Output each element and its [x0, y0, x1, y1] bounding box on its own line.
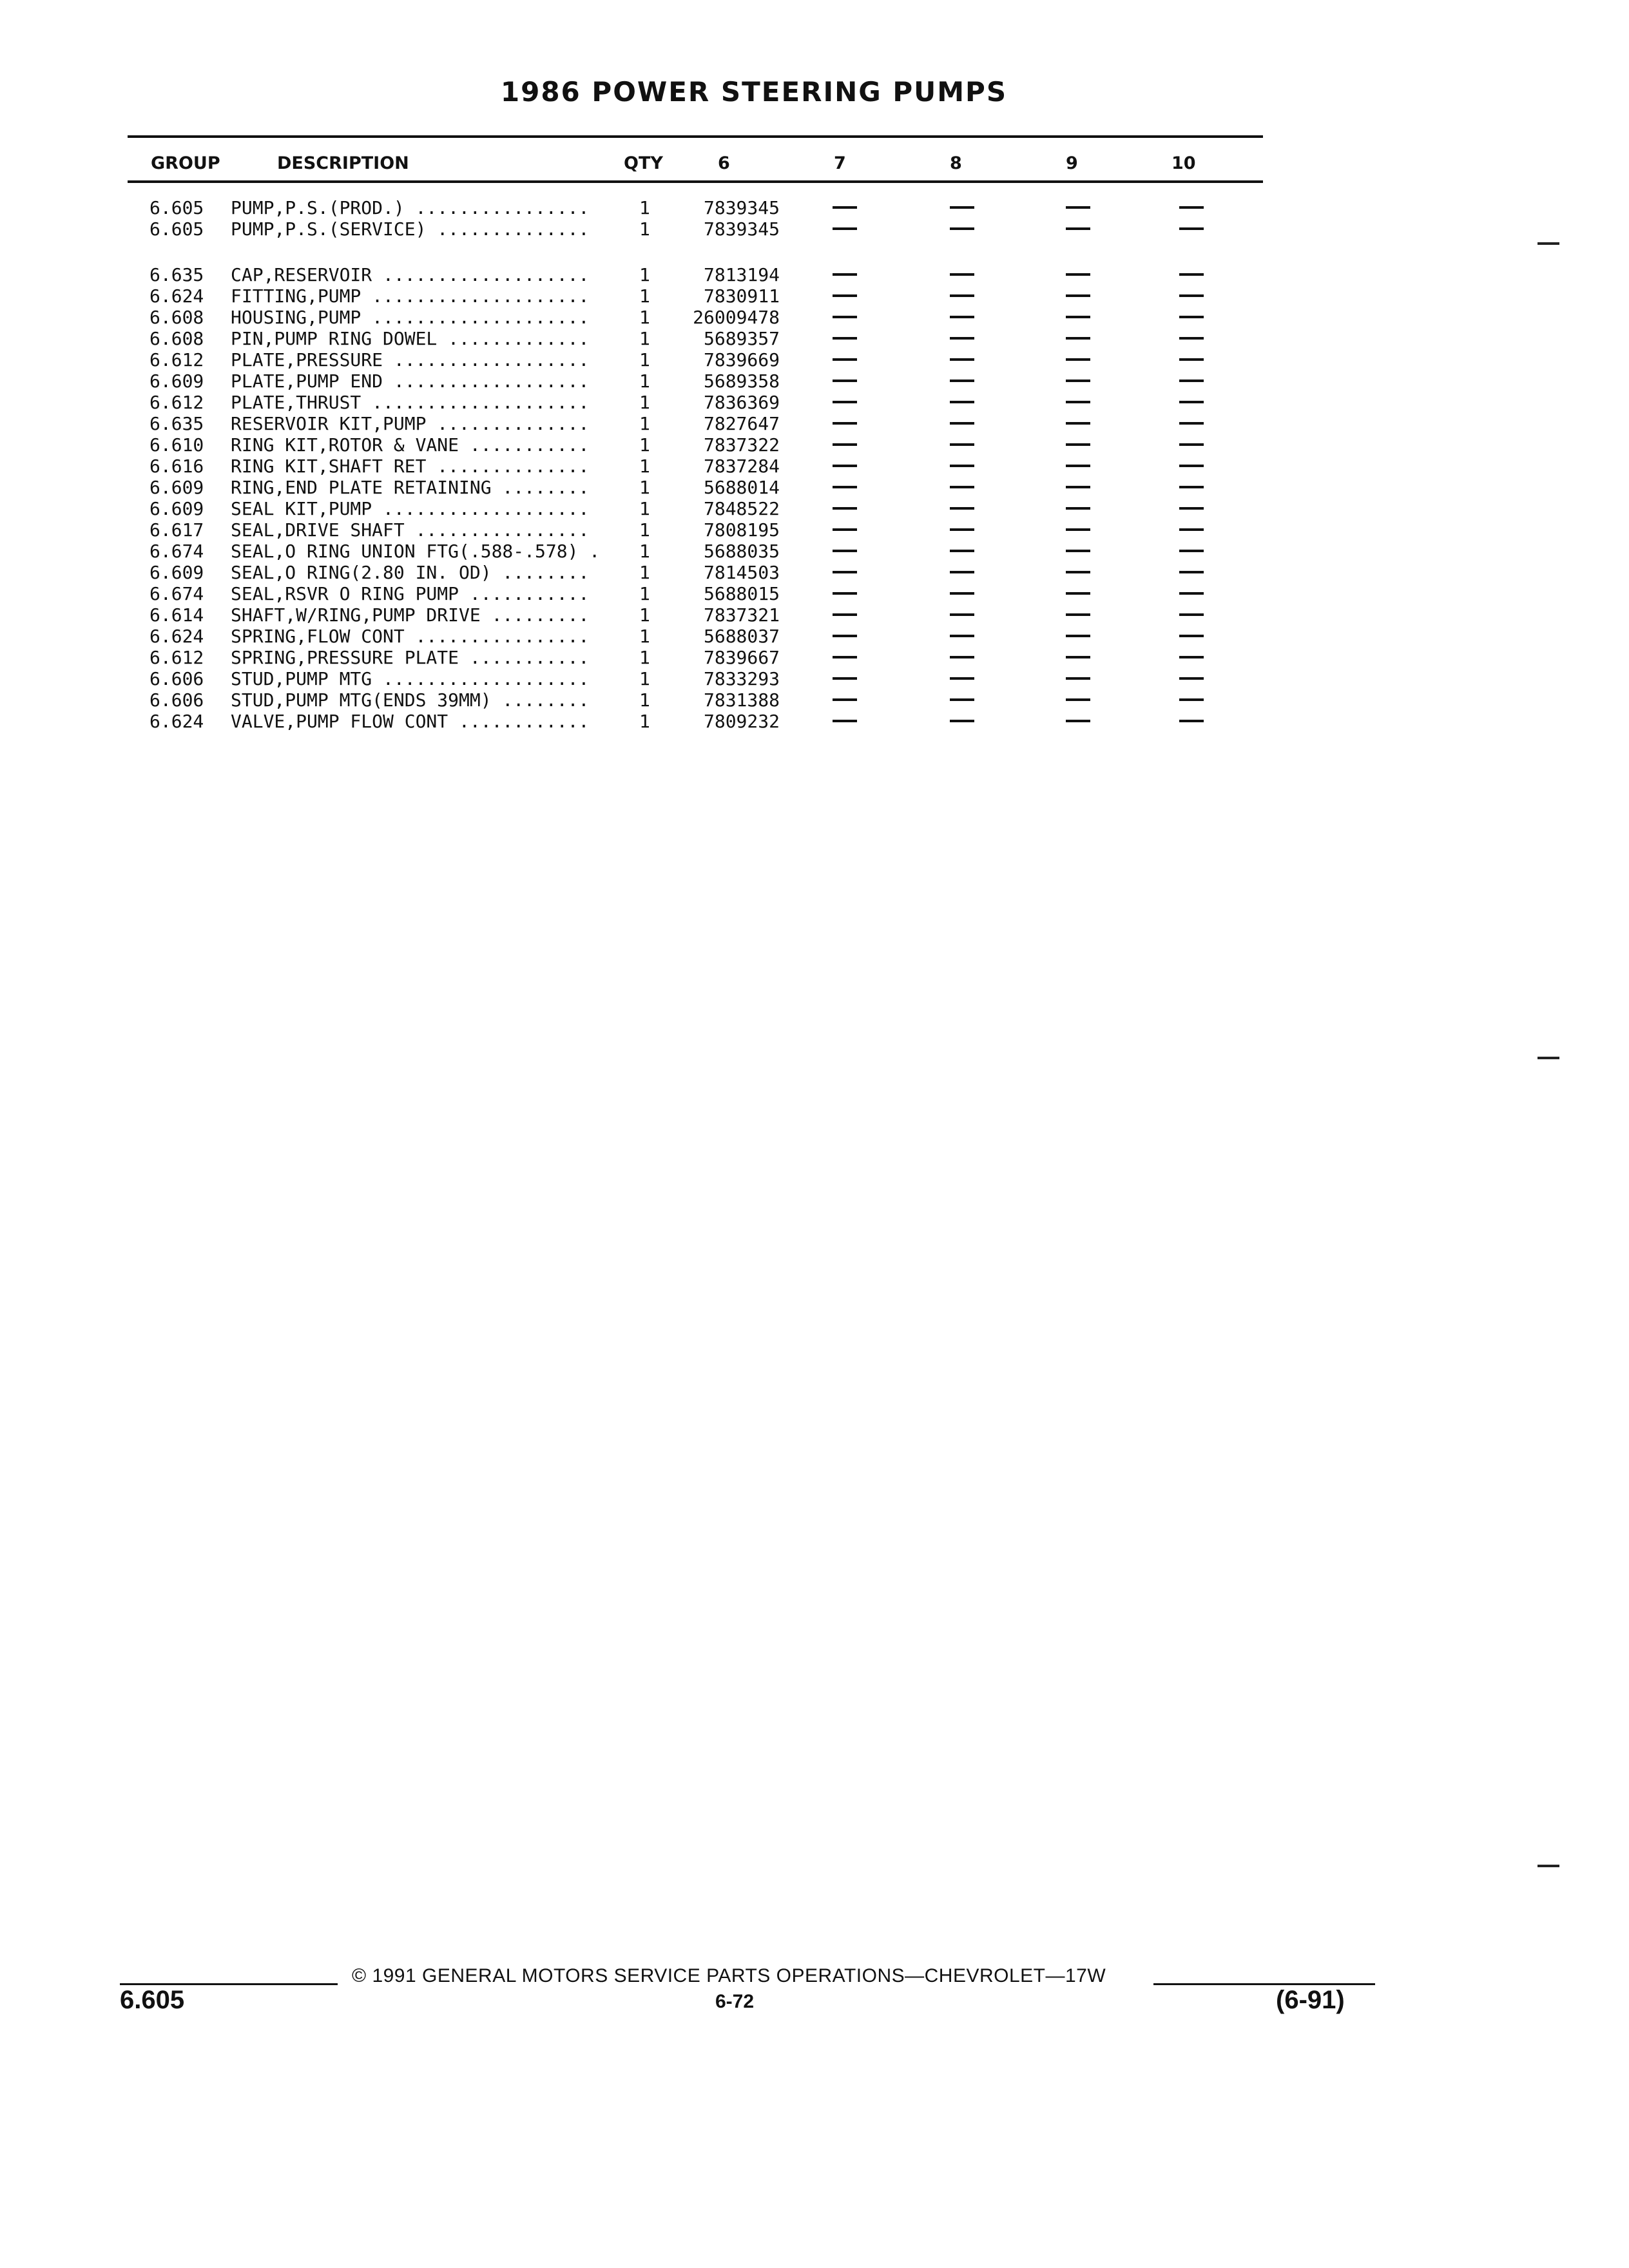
description-cell: CAP,RESERVOIR ................... [231, 264, 590, 285]
table-row [0, 218, 1629, 240]
table-row [0, 264, 1629, 285]
qty-cell: 1 [639, 647, 650, 668]
not-applicable-dash [833, 550, 857, 552]
margin-mark [1537, 242, 1559, 245]
not-applicable-dash [950, 337, 974, 340]
table-row [0, 689, 1629, 711]
group-cell: 6.624 [149, 626, 204, 647]
header-col-8: 8 [950, 153, 962, 173]
not-applicable-dash [950, 401, 974, 403]
group-cell: 6.605 [149, 197, 204, 218]
not-applicable-dash [833, 316, 857, 318]
not-applicable-dash [950, 592, 974, 595]
group-cell: 6.609 [149, 498, 204, 519]
not-applicable-dash [1066, 720, 1090, 722]
qty-cell: 1 [639, 370, 650, 392]
not-applicable-dash [950, 507, 974, 510]
table-row [0, 562, 1629, 583]
not-applicable-dash [833, 294, 857, 297]
not-applicable-dash [1179, 380, 1204, 382]
group-cell: 6.624 [149, 711, 204, 732]
group-cell: 6.614 [149, 604, 204, 626]
not-applicable-dash [833, 401, 857, 403]
description-cell: FITTING,PUMP .................... [231, 285, 590, 307]
not-applicable-dash [950, 656, 974, 658]
part-number-cell: 7839667 [703, 647, 780, 668]
description-cell: PLATE,PUMP END .................. [231, 370, 590, 392]
not-applicable-dash [950, 720, 974, 722]
not-applicable-dash [1179, 206, 1204, 209]
not-applicable-dash [1179, 422, 1204, 425]
table-row [0, 519, 1629, 541]
description-cell: SPRING,PRESSURE PLATE ........... [231, 647, 590, 668]
not-applicable-dash [950, 571, 974, 573]
not-applicable-dash [950, 613, 974, 616]
not-applicable-dash [833, 422, 857, 425]
group-cell: 6.617 [149, 519, 204, 541]
description-cell: SEAL,O RING UNION FTG(.588-.578) . [231, 541, 601, 562]
not-applicable-dash [1066, 422, 1090, 425]
qty-cell: 1 [639, 626, 650, 647]
qty-cell: 1 [639, 307, 650, 328]
not-applicable-dash [950, 380, 974, 382]
header-group: GROUP [151, 153, 220, 173]
qty-cell: 1 [639, 541, 650, 562]
not-applicable-dash [833, 571, 857, 573]
margin-mark [1537, 1057, 1559, 1059]
part-number-cell: 7839669 [703, 349, 780, 370]
qty-cell: 1 [639, 264, 650, 285]
description-cell: VALVE,PUMP FLOW CONT ............ [231, 711, 590, 732]
not-applicable-dash [1179, 571, 1204, 573]
not-applicable-dash [950, 677, 974, 680]
not-applicable-dash [950, 358, 974, 361]
qty-cell: 1 [639, 392, 650, 413]
not-applicable-dash [1179, 656, 1204, 658]
description-cell: SEAL,DRIVE SHAFT ................ [231, 519, 590, 541]
table-row [0, 604, 1629, 626]
qty-cell: 1 [639, 604, 650, 626]
part-number-cell: 7827647 [703, 413, 780, 434]
not-applicable-dash [833, 613, 857, 616]
not-applicable-dash [950, 227, 974, 230]
group-cell: 6.635 [149, 413, 204, 434]
not-applicable-dash [1066, 571, 1090, 573]
description-cell: SEAL,O RING(2.80 IN. OD) ........ [231, 562, 590, 583]
description-cell: STUD,PUMP MTG ................... [231, 668, 590, 689]
not-applicable-dash [950, 206, 974, 209]
description-cell: RING KIT,SHAFT RET .............. [231, 456, 590, 477]
not-applicable-dash [1066, 635, 1090, 637]
not-applicable-dash [950, 698, 974, 701]
table-row [0, 668, 1629, 689]
not-applicable-dash [1066, 698, 1090, 701]
part-number-cell: 26009478 [693, 307, 780, 328]
qty-cell: 1 [639, 328, 650, 349]
not-applicable-dash [950, 486, 974, 488]
not-applicable-dash [950, 316, 974, 318]
qty-cell: 1 [639, 218, 650, 240]
description-cell: SEAL,RSVR O RING PUMP ........... [231, 583, 590, 604]
qty-cell: 1 [639, 477, 650, 498]
table-row [0, 285, 1629, 307]
table-row [0, 456, 1629, 477]
footer-rule-right [1153, 1983, 1375, 1985]
not-applicable-dash [1066, 486, 1090, 488]
not-applicable-dash [950, 465, 974, 467]
not-applicable-dash [833, 635, 857, 637]
not-applicable-dash [1066, 550, 1090, 552]
group-cell: 6.674 [149, 541, 204, 562]
table-row [0, 392, 1629, 413]
not-applicable-dash [950, 528, 974, 531]
part-number-cell: 7839345 [703, 197, 780, 218]
description-cell: PUMP,P.S.(PROD.) ................ [231, 197, 590, 218]
group-cell: 6.635 [149, 264, 204, 285]
table-row [0, 477, 1629, 498]
table-row [0, 541, 1629, 562]
qty-cell: 1 [639, 668, 650, 689]
part-number-cell: 7809232 [703, 711, 780, 732]
header-col-7: 7 [834, 153, 846, 173]
not-applicable-dash [1179, 550, 1204, 552]
not-applicable-dash [833, 507, 857, 510]
group-cell: 6.624 [149, 285, 204, 307]
part-number-cell: 7839345 [703, 218, 780, 240]
description-cell: RING,END PLATE RETAINING ........ [231, 477, 590, 498]
not-applicable-dash [950, 273, 974, 276]
not-applicable-dash [950, 550, 974, 552]
not-applicable-dash [1066, 227, 1090, 230]
not-applicable-dash [833, 677, 857, 680]
not-applicable-dash [833, 227, 857, 230]
footer-page-number: 6-72 [715, 1991, 755, 2012]
table-row [0, 647, 1629, 668]
table-row [0, 711, 1629, 732]
not-applicable-dash [833, 465, 857, 467]
header-col-10: 10 [1171, 153, 1196, 173]
not-applicable-dash [1179, 592, 1204, 595]
not-applicable-dash [833, 720, 857, 722]
not-applicable-dash [1179, 316, 1204, 318]
not-applicable-dash [1066, 294, 1090, 297]
footer-section: 6.605 [120, 1986, 185, 2014]
part-number-cell: 7813194 [703, 264, 780, 285]
not-applicable-dash [833, 380, 857, 382]
header-col-6: 6 [718, 153, 730, 173]
part-number-cell: 5688015 [703, 583, 780, 604]
not-applicable-dash [1066, 337, 1090, 340]
qty-cell: 1 [639, 413, 650, 434]
group-cell: 6.616 [149, 456, 204, 477]
not-applicable-dash [1066, 613, 1090, 616]
not-applicable-dash [1066, 401, 1090, 403]
part-number-cell: 5688035 [703, 541, 780, 562]
not-applicable-dash [1179, 273, 1204, 276]
part-number-cell: 5689357 [703, 328, 780, 349]
table-row [0, 413, 1629, 434]
footer-copyright: © 1991 GENERAL MOTORS SERVICE PARTS OPERATIONS—CHEVROLET—17W [352, 1965, 1106, 1986]
not-applicable-dash [1066, 656, 1090, 658]
table-row [0, 328, 1629, 349]
part-number-cell: 7837321 [703, 604, 780, 626]
description-cell: STUD,PUMP MTG(ENDS 39MM) ........ [231, 689, 590, 711]
not-applicable-dash [1179, 507, 1204, 510]
part-number-cell: 7808195 [703, 519, 780, 541]
not-applicable-dash [1179, 337, 1204, 340]
not-applicable-dash [833, 358, 857, 361]
qty-cell: 1 [639, 285, 650, 307]
not-applicable-dash [1066, 465, 1090, 467]
group-cell: 6.610 [149, 434, 204, 456]
not-applicable-dash [1179, 227, 1204, 230]
not-applicable-dash [1066, 507, 1090, 510]
description-cell: SHAFT,W/RING,PUMP DRIVE ......... [231, 604, 590, 626]
header-description: DESCRIPTION [277, 153, 409, 173]
not-applicable-dash [950, 422, 974, 425]
qty-cell: 1 [639, 689, 650, 711]
table-row [0, 307, 1629, 328]
not-applicable-dash [1066, 677, 1090, 680]
part-number-cell: 7837284 [703, 456, 780, 477]
part-number-cell: 5689358 [703, 370, 780, 392]
part-number-cell: 7848522 [703, 498, 780, 519]
not-applicable-dash [1066, 206, 1090, 209]
table-row [0, 197, 1629, 218]
part-number-cell: 5688014 [703, 477, 780, 498]
part-number-cell: 7836369 [703, 392, 780, 413]
header-col-9: 9 [1066, 153, 1078, 173]
not-applicable-dash [1066, 592, 1090, 595]
not-applicable-dash [1179, 294, 1204, 297]
group-cell: 6.612 [149, 647, 204, 668]
not-applicable-dash [833, 273, 857, 276]
header-bottom-rule [128, 180, 1263, 183]
not-applicable-dash [950, 443, 974, 446]
group-cell: 6.609 [149, 562, 204, 583]
not-applicable-dash [833, 206, 857, 209]
part-number-cell: 7833293 [703, 668, 780, 689]
not-applicable-dash [1179, 635, 1204, 637]
not-applicable-dash [833, 528, 857, 531]
header-qty: QTY [624, 153, 663, 173]
group-cell: 6.608 [149, 307, 204, 328]
not-applicable-dash [1179, 465, 1204, 467]
description-cell: PLATE,THRUST .................... [231, 392, 590, 413]
description-cell: SEAL KIT,PUMP ................... [231, 498, 590, 519]
group-cell: 6.674 [149, 583, 204, 604]
qty-cell: 1 [639, 498, 650, 519]
qty-cell: 1 [639, 519, 650, 541]
description-cell: HOUSING,PUMP .................... [231, 307, 590, 328]
group-cell: 6.609 [149, 370, 204, 392]
not-applicable-dash [1066, 443, 1090, 446]
not-applicable-dash [950, 294, 974, 297]
description-cell: PLATE,PRESSURE .................. [231, 349, 590, 370]
not-applicable-dash [1179, 401, 1204, 403]
qty-cell: 1 [639, 349, 650, 370]
qty-cell: 1 [639, 434, 650, 456]
group-cell: 6.612 [149, 392, 204, 413]
not-applicable-dash [950, 635, 974, 637]
description-cell: PUMP,P.S.(SERVICE) .............. [231, 218, 590, 240]
table-row [0, 583, 1629, 604]
group-cell: 6.606 [149, 668, 204, 689]
table-row [0, 349, 1629, 370]
part-number-cell: 7831388 [703, 689, 780, 711]
description-cell: RING KIT,ROTOR & VANE ........... [231, 434, 590, 456]
part-number-cell: 7837322 [703, 434, 780, 456]
not-applicable-dash [1179, 443, 1204, 446]
description-cell: PIN,PUMP RING DOWEL ............. [231, 328, 590, 349]
not-applicable-dash [833, 592, 857, 595]
description-cell: RESERVOIR KIT,PUMP .............. [231, 413, 590, 434]
not-applicable-dash [833, 337, 857, 340]
not-applicable-dash [833, 656, 857, 658]
not-applicable-dash [1066, 528, 1090, 531]
part-number-cell: 5688037 [703, 626, 780, 647]
margin-mark [1537, 1865, 1559, 1867]
not-applicable-dash [1066, 316, 1090, 318]
not-applicable-dash [1179, 528, 1204, 531]
group-cell: 6.605 [149, 218, 204, 240]
page-title: 1986 POWER STEERING PUMPS [500, 76, 1008, 108]
qty-cell: 1 [639, 711, 650, 732]
qty-cell: 1 [639, 197, 650, 218]
not-applicable-dash [833, 443, 857, 446]
table-row [0, 434, 1629, 456]
table-row [0, 370, 1629, 392]
qty-cell: 1 [639, 583, 650, 604]
table-row [0, 498, 1629, 519]
description-cell: SPRING,FLOW CONT ................ [231, 626, 590, 647]
not-applicable-dash [1179, 358, 1204, 361]
qty-cell: 1 [639, 562, 650, 583]
qty-cell: 1 [639, 456, 650, 477]
not-applicable-dash [833, 486, 857, 488]
not-applicable-dash [1066, 358, 1090, 361]
group-cell: 6.608 [149, 328, 204, 349]
not-applicable-dash [1179, 486, 1204, 488]
footer-date: (6-91) [1276, 1986, 1345, 2014]
group-cell: 6.606 [149, 689, 204, 711]
not-applicable-dash [1179, 677, 1204, 680]
not-applicable-dash [1066, 380, 1090, 382]
group-cell: 6.612 [149, 349, 204, 370]
footer-rule-left [120, 1983, 338, 1985]
not-applicable-dash [833, 698, 857, 701]
group-cell: 6.609 [149, 477, 204, 498]
not-applicable-dash [1179, 613, 1204, 616]
not-applicable-dash [1179, 698, 1204, 701]
part-number-cell: 7830911 [703, 285, 780, 307]
header-top-rule [128, 135, 1263, 138]
not-applicable-dash [1179, 720, 1204, 722]
part-number-cell: 7814503 [703, 562, 780, 583]
not-applicable-dash [1066, 273, 1090, 276]
table-row [0, 626, 1629, 647]
